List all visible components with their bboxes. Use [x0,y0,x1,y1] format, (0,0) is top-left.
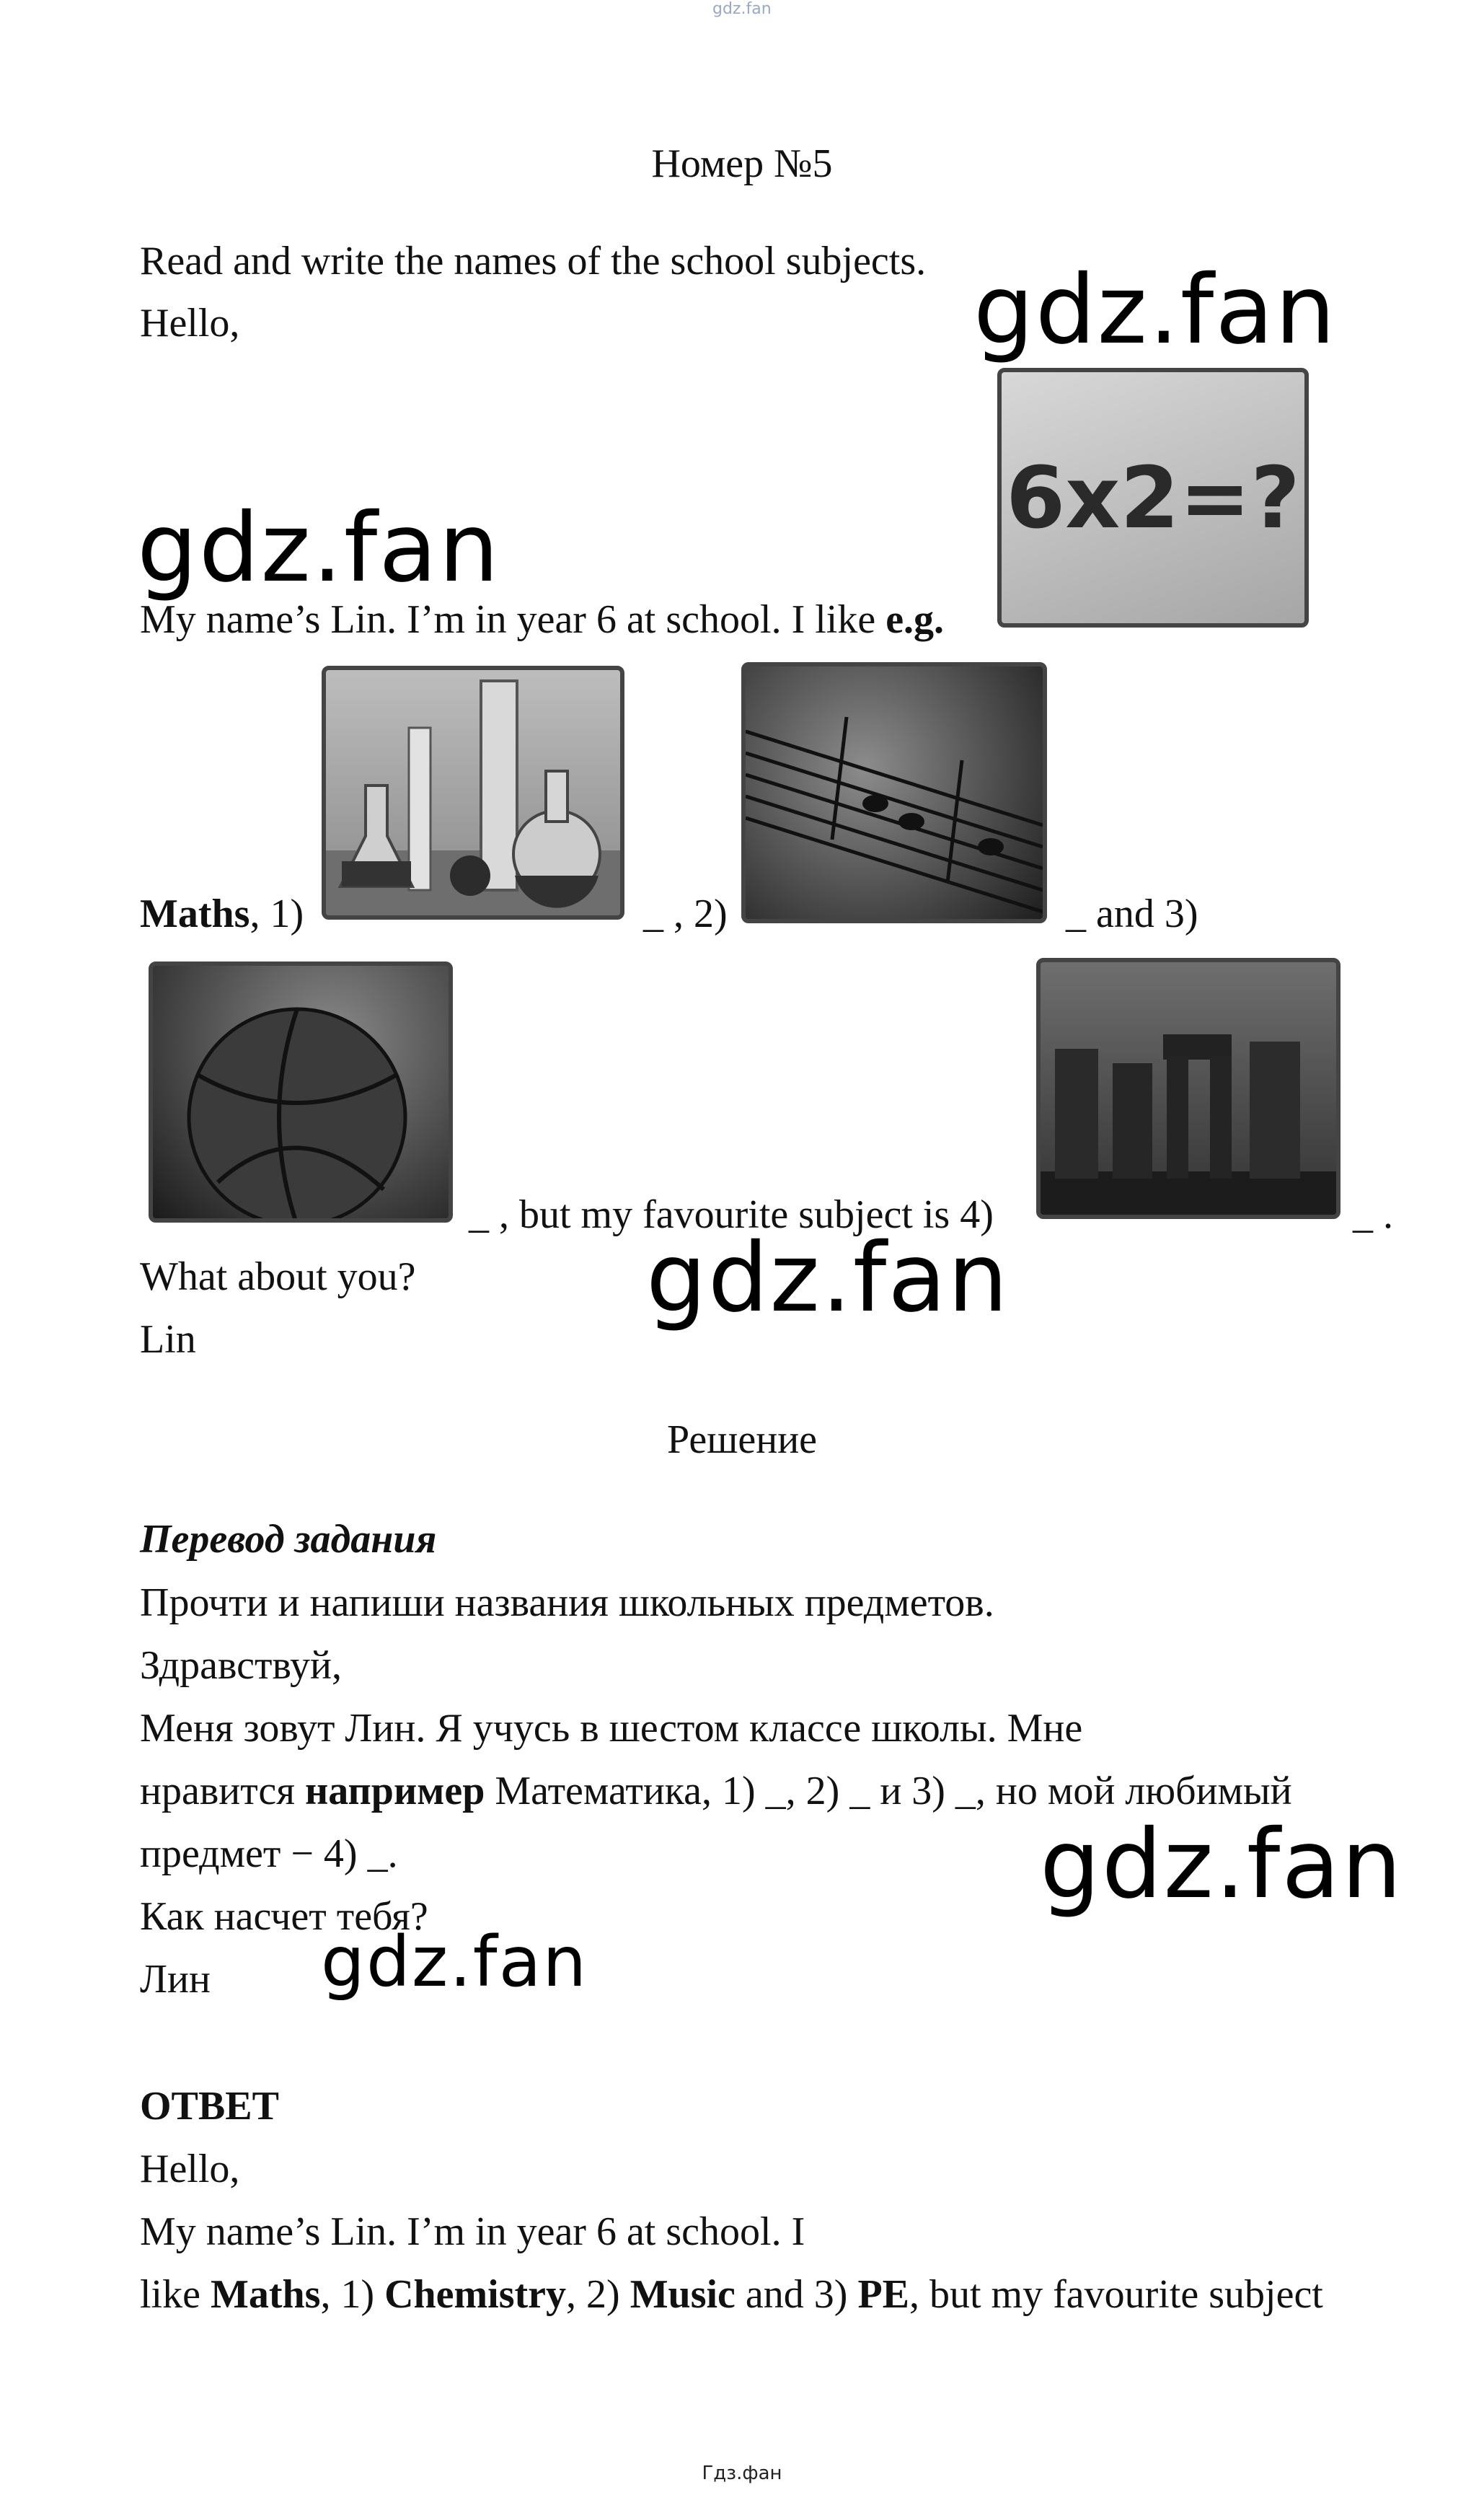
task-hello: Hello, [140,301,240,346]
translation-line4 [140,1768,1292,1814]
answer-pe: PE [857,2272,909,2317]
task-question: What about you? [140,1254,416,1299]
watermark-3: gdz.fan [646,1223,1010,1334]
translation-line6: Как насчет тебя? [140,1894,428,1939]
translation-line7: Лин [140,1957,211,2002]
chemistry-picture [322,666,624,920]
pe-picture [149,962,453,1223]
answer-p4: , but my favourite subject [909,2272,1323,2317]
music-picture [741,662,1047,923]
answer-line3 [140,2271,1323,2318]
maths-picture [997,368,1309,628]
watermark-5: gdz.fan [321,1922,588,2002]
translation-line4a: нравится [140,1769,306,1813]
translation-heading-text: Перевод задания [140,1517,437,1562]
task-eg: e.g. [885,597,945,642]
task-maths: Maths [140,892,250,936]
task-line1-text: My name’s Lin. I’m in year 6 at school. I like [140,597,886,642]
answer-like: like [140,2272,211,2317]
answer-heading-text: ОТВЕТ [140,2084,279,2129]
translation-line2: Здравствуй, [140,1643,342,1688]
watermark-2: gdz.fan [137,493,500,604]
maths-picture-text: 6x2=? [1006,448,1300,547]
answer-line1: Hello, [140,2147,240,2191]
translation-heading [140,1516,436,1562]
task-line1 [140,597,944,643]
answer-music: Music [630,2272,736,2317]
task-blank-3: _ and 3) [1066,892,1198,936]
task-sign: Lin [140,1317,196,1362]
task-blank-4: _ , but my favourite subject is 4) [469,1192,994,1237]
header-watermark: gdz.fan [712,0,772,18]
answer-heading [140,2083,279,2129]
answer-chemistry: Chemistry [384,2272,567,2317]
translation-line1: Прочти и напиши названия школьных предметов. [140,1580,994,1625]
solution-heading: Решение [666,1417,818,1462]
translation-line3: Меня зовут Лин. Я учусь в шестом классе школы. Мне [140,1706,1083,1751]
translation-line4c: Математика, 1) _, 2) _ и 3) _, но мой любимый [485,1769,1292,1813]
history-picture [1036,958,1341,1219]
answer-line2: My name’s Lin. I’m in year 6 at school. I [140,2209,805,2254]
watermark-4: gdz.fan [1040,1809,1403,1920]
answer-p3: and 3) [735,2272,858,2317]
watermark-1: gdz.fan [973,255,1337,366]
answer-p1: , 1) [320,2272,385,2317]
task-blank-2: _ , 2) [643,892,728,936]
translation-line5: предмет − 4) _. [140,1831,398,1876]
answer-maths: Maths [210,2272,321,2317]
task-blank-end: _ . [1353,1192,1393,1237]
task-n1: , 1) [249,892,304,936]
task-instruction: Read and write the names of the school subjects. [140,239,927,283]
task-line2 [140,891,304,937]
answer-p2: , 2) [566,2272,630,2317]
page-title: Номер №5 [651,141,833,186]
translation-line4b: например [305,1769,485,1813]
footer: Гдз.фан [702,2463,782,2484]
